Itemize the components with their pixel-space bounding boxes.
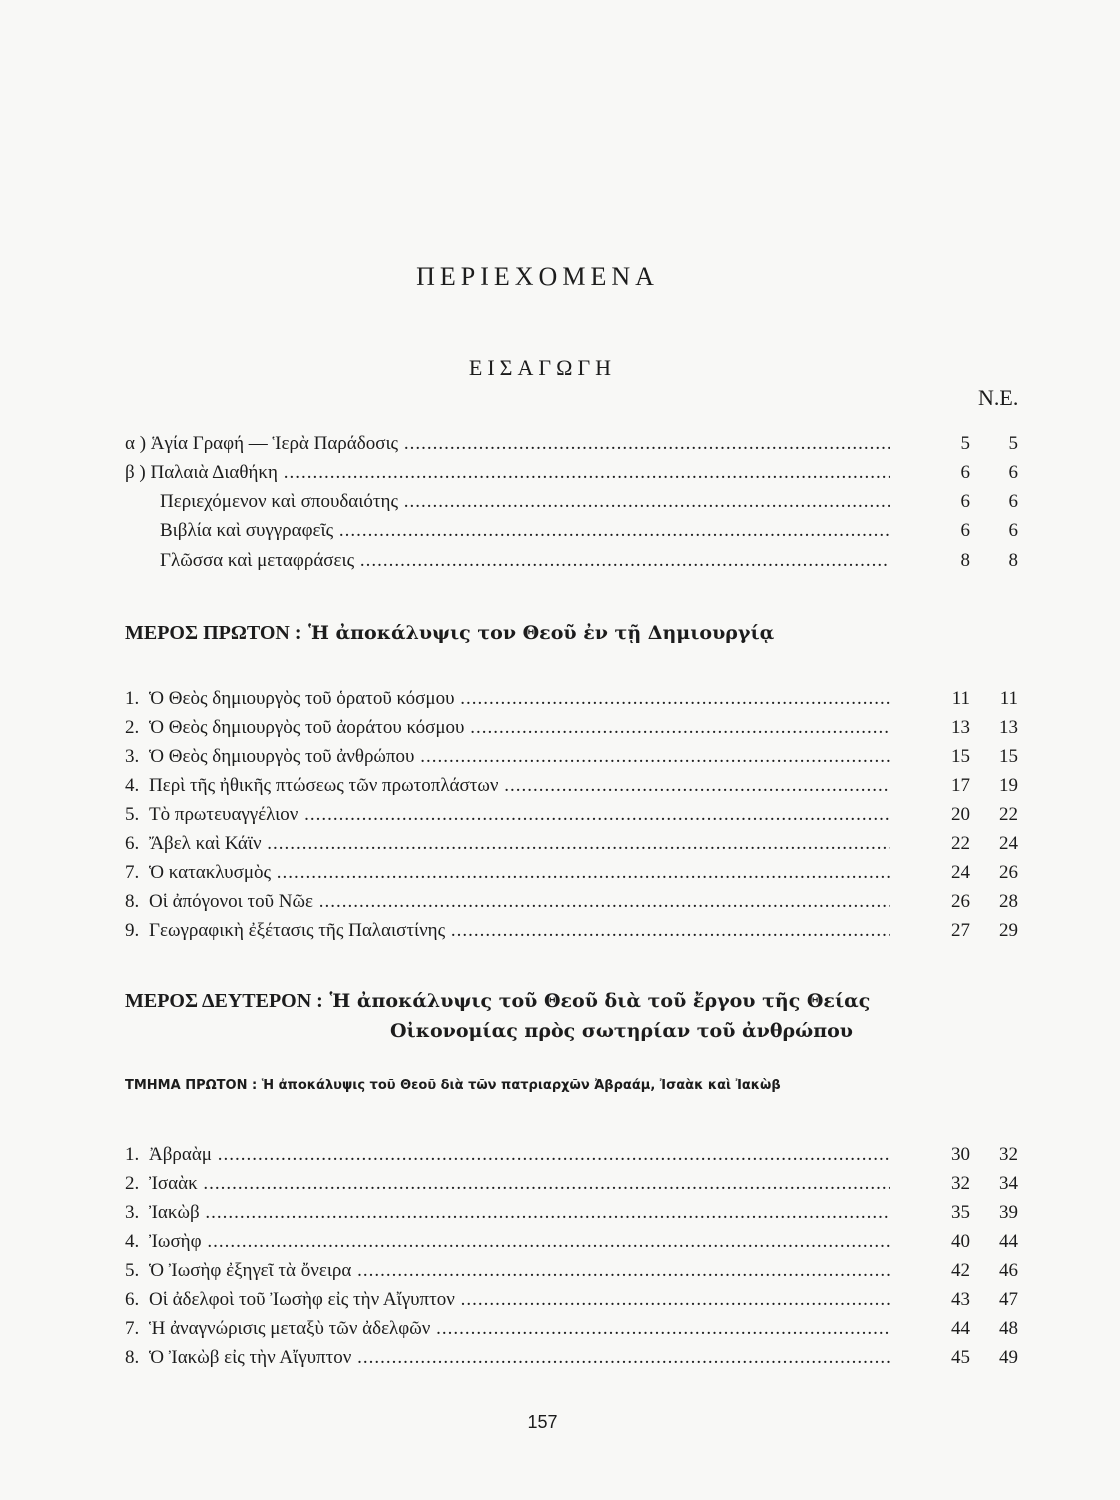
toc-row: [125, 488, 1025, 516]
toc-row-label: [125, 1344, 890, 1372]
toc-page-2: 32: [999, 1144, 1018, 1165]
toc-row-number: 7.: [125, 862, 140, 883]
toc-row-label: [125, 1286, 890, 1314]
toc-row-text: Ὁ κατακλυσμὸς: [149, 862, 272, 883]
toc-page-1: 32: [951, 1173, 970, 1194]
toc-page-1: 6: [960, 520, 970, 541]
toc-row: [125, 772, 1025, 800]
toc-row-text: Γεωγραφικὴ ἐξέτασις τῆς Παλαιστίνης: [149, 920, 446, 941]
toc-page-2: 28: [999, 891, 1018, 912]
toc-row: [125, 1286, 1025, 1314]
toc-row: [125, 743, 1025, 771]
toc-page-1: 6: [960, 491, 970, 512]
toc-row-text: Ἡ ἀναγνώρισις μεταξὺ τῶν ἀδελφῶν: [149, 1318, 431, 1339]
part-two-heading: [125, 990, 870, 1013]
page-title: ΠΕΡΙΕΧΟΜΕΝΑ: [416, 262, 659, 291]
toc-row: [125, 459, 1025, 487]
toc-row: [125, 1170, 1025, 1198]
toc-row-label: [125, 1228, 890, 1256]
toc-page-1: 15: [951, 746, 970, 767]
toc-page-2: 19: [999, 775, 1018, 796]
column-header: Ν.Ε.: [978, 385, 1019, 410]
toc-page-1: 22: [951, 833, 970, 854]
toc-row-text: Ἰακὼβ: [149, 1202, 200, 1223]
toc-page-2: 44: [999, 1231, 1018, 1252]
part-two-title-line1: Ἡ ἀποκάλυψις τοῦ Θεοῦ διὰ τοῦ ἔργου τῆς Θείας: [329, 990, 871, 1012]
toc-row: [125, 830, 1025, 858]
toc-row-number: 4.: [125, 1231, 140, 1252]
toc-row-label: [125, 714, 890, 742]
toc-row-number: 5.: [125, 1260, 140, 1281]
toc-page-1: 30: [951, 1144, 970, 1165]
toc-page-2: 6: [1008, 520, 1018, 541]
part-two-title-line2: Οἰκονομίας πρὸς σωτηρίαν τοῦ ἀνθρώπου: [390, 1020, 853, 1042]
toc-row-text: Ὁ Θεὸς δημιουργὸς τοῦ ἀνθρώπου: [149, 746, 415, 767]
toc-row-number: 9.: [125, 920, 140, 941]
toc-page-2: 22: [999, 804, 1018, 825]
toc-row-text: Οἱ ἀδελφοὶ τοῦ Ἰωσὴφ εἰς τὴν Αἴγυπτον: [149, 1289, 455, 1310]
section-lead: ΤΜΗΜΑ ΠΡΩΤΟΝ :: [125, 1078, 258, 1093]
toc-page-2: 24: [999, 833, 1018, 854]
part-one-lead: ΜΕΡΟΣ ΠΡΩΤΟΝ :: [125, 622, 302, 644]
part-two-lead: ΜΕΡΟΣ ΔΕΥΤΕΡΟΝ :: [125, 990, 323, 1012]
toc-row-label: [125, 685, 890, 713]
toc-row-number: 2.: [125, 1173, 140, 1194]
toc-page-1: 43: [951, 1289, 970, 1310]
toc-page-1: 26: [951, 891, 970, 912]
toc-row: [125, 547, 1025, 575]
toc-row-label: [125, 917, 890, 945]
section-title: Ἡ ἀποκάλυψις τοῦ Θεοῦ διὰ τῶν πατριαρχῶν Ἀβραάμ, Ἰσαὰκ καὶ Ἰακὼβ: [261, 1078, 781, 1093]
toc-row-number: 1.: [125, 1144, 140, 1165]
toc-page-1: 8: [960, 550, 970, 571]
toc-row-label: Βιβλία καὶ συγγραφεῖς .....: [160, 517, 890, 545]
toc-page-2: 39: [999, 1202, 1018, 1223]
toc-page-2: 13: [999, 717, 1018, 738]
toc-row-label: [125, 801, 890, 829]
toc-row: [125, 1228, 1025, 1256]
toc-row: [125, 888, 1025, 916]
part-two-heading-cont: [390, 1020, 853, 1042]
toc-page-1: 11: [951, 688, 970, 709]
toc-row-label: [125, 830, 890, 858]
toc-page-1: 35: [951, 1202, 970, 1223]
toc-page-2: 47: [999, 1289, 1018, 1310]
toc-page-1: 17: [951, 775, 970, 796]
toc-row-number: 3.: [125, 746, 140, 767]
toc-row-text: Ὁ Θεὸς δημιουργὸς τοῦ ἀοράτου κόσμου: [149, 717, 465, 738]
toc-row-label: [125, 1141, 890, 1169]
toc-row-number: 6.: [125, 1289, 140, 1310]
toc-row: [125, 1315, 1025, 1343]
toc-row-label: [125, 859, 890, 887]
toc-row-text: Ὁ Ἰωσὴφ ἐξηγεῖ τὰ ὄνειρα: [149, 1260, 352, 1281]
toc-row-text: Τὸ πρωτευαγγέλιον: [149, 804, 299, 825]
toc-row-number: 7.: [125, 1318, 140, 1339]
toc-row-number: 8.: [125, 1347, 140, 1368]
toc-row: [125, 714, 1025, 742]
toc-row-number: 4.: [125, 775, 140, 796]
toc-page-1: 24: [951, 862, 970, 883]
toc-row-label: Περιεχόμενον καὶ σπουδαιότης .....: [160, 488, 890, 516]
toc-page-2: 48: [999, 1318, 1018, 1339]
toc-row-text: Περὶ τῆς ἠθικῆς πτώσεως τῶν πρωτοπλάστων: [149, 775, 499, 796]
toc-row: [125, 430, 1025, 458]
toc-page-2: 26: [999, 862, 1018, 883]
toc-row-text: Ἰωσὴφ: [149, 1231, 202, 1252]
toc-row-label: [125, 743, 890, 771]
toc-page-2: 49: [999, 1347, 1018, 1368]
toc-row-text: Ὁ Θεὸς δημιουργὸς τοῦ ὁρατοῦ κόσμου: [149, 688, 455, 709]
toc-page-1: 27: [951, 920, 970, 941]
toc-row-label: [125, 772, 890, 800]
toc-row-label: [125, 1170, 890, 1198]
toc-page-1: 5: [960, 433, 970, 454]
toc-row-text: Ἄβελ καὶ Κάϊν: [149, 833, 262, 854]
toc-page-1: 42: [951, 1260, 970, 1281]
page-number: 157: [527, 1412, 558, 1432]
toc-row-number: 2.: [125, 717, 140, 738]
toc-row-number: 1.: [125, 688, 140, 709]
toc-row-label: Γλῶσσα καὶ μεταφράσεις .....: [160, 547, 890, 575]
section-heading: [125, 1078, 781, 1093]
toc-page-2: 29: [999, 920, 1018, 941]
toc-row-label: α ) Ἁγία Γραφή — Ἱερὰ Παράδοσις .....: [125, 430, 890, 458]
toc-page-2: 8: [1008, 550, 1018, 571]
toc-page-2: 6: [1008, 491, 1018, 512]
toc-row-text: Ἰσαὰκ: [149, 1173, 198, 1194]
toc-row-label: [125, 888, 890, 916]
toc-page-2: 34: [999, 1173, 1018, 1194]
toc-page-1: 44: [951, 1318, 970, 1339]
toc-page-2: 6: [1008, 462, 1018, 483]
toc-row: [125, 859, 1025, 887]
part-one-title: Ἡ ἀποκάλυψις τον Θεοῦ ἐν τῇ Δημιουργίᾳ: [308, 622, 775, 644]
toc-row: [125, 517, 1025, 545]
toc-row-label: β ) Παλαιὰ Διαθήκη .....: [125, 459, 890, 487]
toc-row-number: 3.: [125, 1202, 140, 1223]
toc-row-number: 6.: [125, 833, 140, 854]
toc-page-1: 40: [951, 1231, 970, 1252]
toc-row-text: Οἱ ἀπόγονοι τοῦ Νῶε: [149, 891, 313, 912]
toc-page-1: 20: [951, 804, 970, 825]
intro-heading: ΕΙΣΑΓΩΓΗ: [468, 355, 617, 380]
toc-page-1: 6: [960, 462, 970, 483]
toc-row-label: [125, 1199, 890, 1227]
toc-row-number: 5.: [125, 804, 140, 825]
toc-page-2: 46: [999, 1260, 1018, 1281]
toc-row-text: Ὁ Ἰακὼβ εἰς τὴν Αἴγυπτον: [149, 1347, 352, 1368]
toc-row: [125, 1344, 1025, 1372]
toc-row: [125, 801, 1025, 829]
toc-page-2: 15: [999, 746, 1018, 767]
toc-row-label: [125, 1257, 890, 1285]
toc-row: [125, 1257, 1025, 1285]
toc-row: [125, 685, 1025, 713]
toc-page-1: 13: [951, 717, 970, 738]
toc-row: [125, 1199, 1025, 1227]
toc-row-number: 8.: [125, 891, 140, 912]
part-one-heading: [125, 622, 774, 645]
toc-row: [125, 1141, 1025, 1169]
toc-row-label: [125, 1315, 890, 1343]
toc-page-2: 5: [1008, 433, 1018, 454]
toc-page-1: 45: [951, 1347, 970, 1368]
toc-page-2: 11: [999, 688, 1018, 709]
toc-row-text: Ἀβραὰμ: [149, 1144, 212, 1165]
toc-row: [125, 917, 1025, 945]
